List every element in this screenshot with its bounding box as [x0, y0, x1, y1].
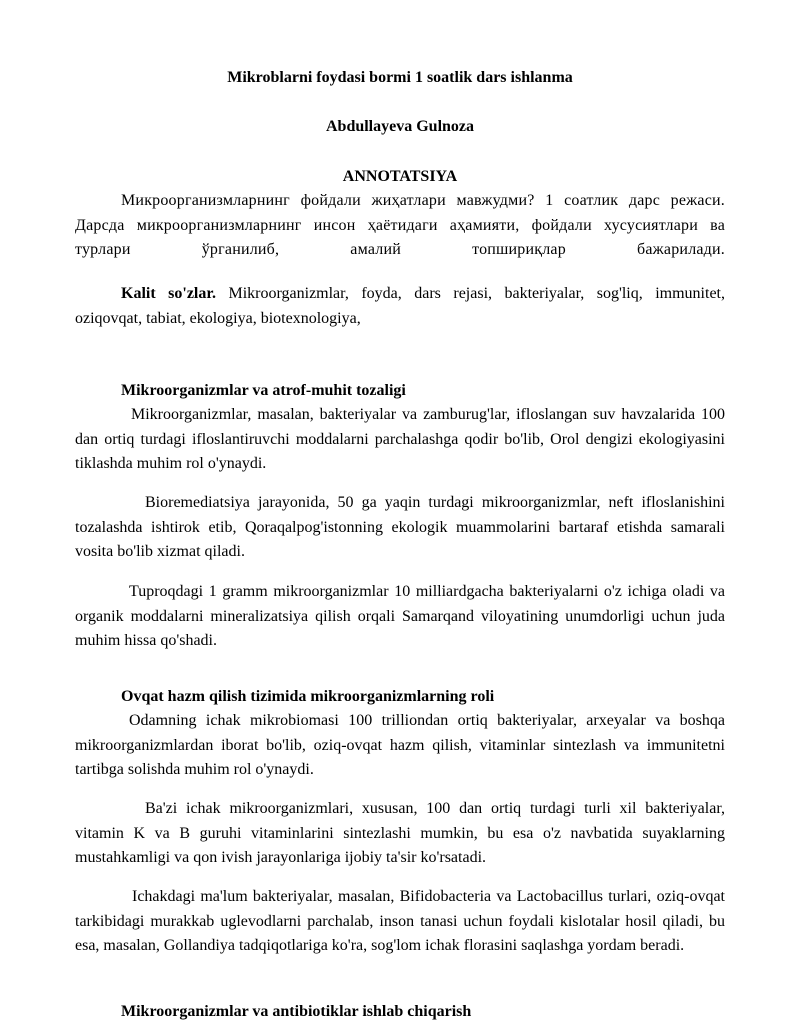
annotation-paragraph: Микроорганизмларнинг фойдали жиҳатлари мавжудми? 1 соатлик дарс режаси. Дарсда микроорганизмларнинг инсон ҳаётидаги аҳамияти, фойдали хусусиятлари ва турлари ўрганилиб, амалий топшириқлар бажарилади. [75, 192, 725, 258]
section-paragraph: Odamning ichak mikrobiomasi 100 trilliondan ortiq bakteriyalar, arxeyalar va boshqa mikroorganizmlardan iborat bo'lib, oziq-ovqat hazm qilish, vitaminlar sintezlash va immunitetni tartibga solishda muhim rol o'ynaydi. [75, 712, 725, 778]
section-paragraph: Bioremediatsiya jarayonida, 50 ga yaqin turdagi mikroorganizmlar, neft ifloslanishini tozalashda ishtirok etib, Qoraqalpog'istonning ekologik muammolarini bartaraf etishda samarali vosita bo'lib xizmat qiladi. [75, 494, 725, 560]
section-paragraph: Mikroorganizmlar, masalan, bakteriyalar va zamburug'lar, ifloslangan suv havzalarida 100 dan ortiq turdagi ifloslantiruvchi moddalarni parchalashga qodir bo'lib, Orol dengizi ekologiyasini tiklashda muhim rol o'ynaydi. [75, 406, 725, 472]
section-paragraph: Ba'zi ichak mikroorganizmlari, xususan, 100 dan ortiq turdagi turli xil bakteriyalar, vitamin K va B guruhi vitaminlarini sintezlashi mumkin, bu esa o'z navbatida suyaklarning mustahkamligi va qon ivish jarayonlariga ijobiy ta'sir ko'rsatadi. [75, 800, 725, 866]
section-heading: Mikroorganizmlar va atrof-muhit tozaligi [121, 382, 406, 399]
keywords-paragraph [75, 282, 725, 331]
document-title: Mikroblarni foydasi bormi 1 soatlik dars ishlanma [227, 69, 573, 86]
keywords-label: Kalit so'zlar. [121, 285, 216, 302]
keywords-text: Mikroorganizmlar, foyda, dars rejasi, bakteriyalar, sog'liq, immunitet, oziqovqat, tabiat, ekologiya, biotexnologiya, [75, 285, 725, 327]
author-name: Abdullayeva Gulnoza [325, 118, 475, 135]
section-paragraph: Ichakdagi ma'lum bakteriyalar, masalan, Bifidobacteria va Lactobacillus turlari, oziq-ovqat tarkibidagi murakkab uglevodlarni parchalab, inson tanasi uchun foydali kislotalar hosil qiladi, bu esa, masalan, Gollandiya tadqiqotlariga ko'ra, sog'lom ichak florasini saqlashga yordam beradi. [75, 888, 725, 954]
section-heading: Mikroorganizmlar va antibiotiklar ishlab chiqarish [121, 1003, 472, 1020]
section-heading: Ovqat hazm qilish tizimida mikroorganizmlarning roli [121, 688, 495, 705]
annotation-heading: ANNOTATSIYA [342, 168, 458, 185]
section-paragraph: Tuproqdagi 1 gramm mikroorganizmlar 10 milliardgacha bakteriyalarni o'z ichiga oladi va organik moddalarni mineralizatsiya qilish orqali Samarqand viloyatining unumdorligi uchun juda muhim hissa qo'shadi. [75, 583, 725, 649]
